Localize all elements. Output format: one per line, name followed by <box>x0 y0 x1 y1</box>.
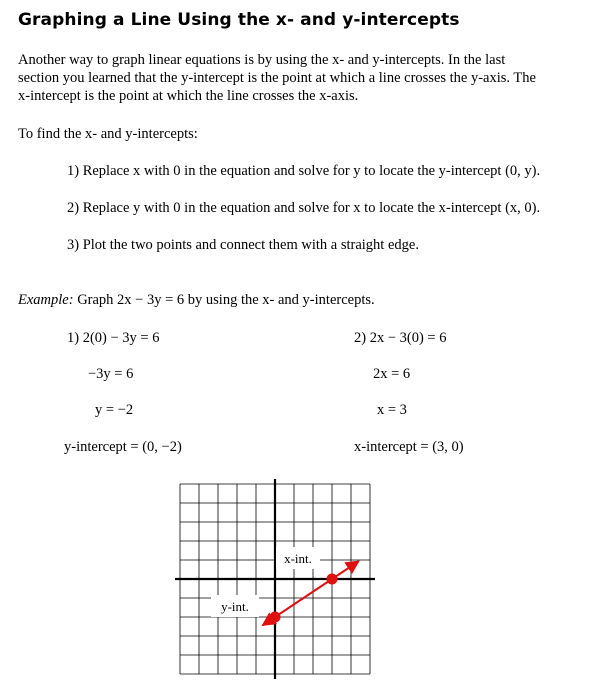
axes <box>175 479 375 679</box>
intro-line-3: x-intercept is the point at which the line crosses the x-axis. <box>18 88 359 104</box>
left-step-2: −3y = 6 <box>88 366 134 382</box>
example-line <box>18 291 375 309</box>
page-title: Graphing a Line Using the x- and y-intercepts <box>18 10 460 30</box>
right-step-2: 2x = 6 <box>373 366 411 382</box>
intro-line-2: section you learned that the y-intercept is the point at which a line crosses the y-axis. The <box>18 70 536 86</box>
x-intercept-result: x-intercept = (3, 0) <box>354 439 464 455</box>
y-intercept-point <box>270 612 281 623</box>
right-step-1: 2) 2x − 3(0) = 6 <box>354 330 447 346</box>
y-int-label: y-int. <box>221 599 249 614</box>
coordinate-graph <box>170 474 380 684</box>
intro-line-1: Another way to graph linear equations is by using the x- and y-intercepts. In the last <box>18 52 506 68</box>
steps-heading: To find the x- and y-intercepts: <box>18 126 198 142</box>
y-intercept-result: y-intercept = (0, −2) <box>64 439 182 455</box>
x-int-label: x-int. <box>284 551 312 566</box>
left-step-3: y = −2 <box>95 402 134 418</box>
step-2: 2) Replace y with 0 in the equation and solve for x to locate the x-intercept (x, 0). <box>67 200 541 216</box>
step-1: 1) Replace x with 0 in the equation and solve for y to locate the y-intercept (0, y). <box>67 163 541 179</box>
example-label: Example: <box>18 292 74 308</box>
left-step-1: 1) 2(0) − 3y = 6 <box>67 330 160 346</box>
x-intercept-point <box>327 574 338 585</box>
step-3: 3) Plot the two points and connect them with a straight edge. <box>67 237 419 253</box>
intro-paragraph <box>18 51 590 105</box>
right-step-3: x = 3 <box>377 402 407 418</box>
example-text: Graph 2x − 3y = 6 by using the x- and y-intercepts. <box>77 292 375 308</box>
